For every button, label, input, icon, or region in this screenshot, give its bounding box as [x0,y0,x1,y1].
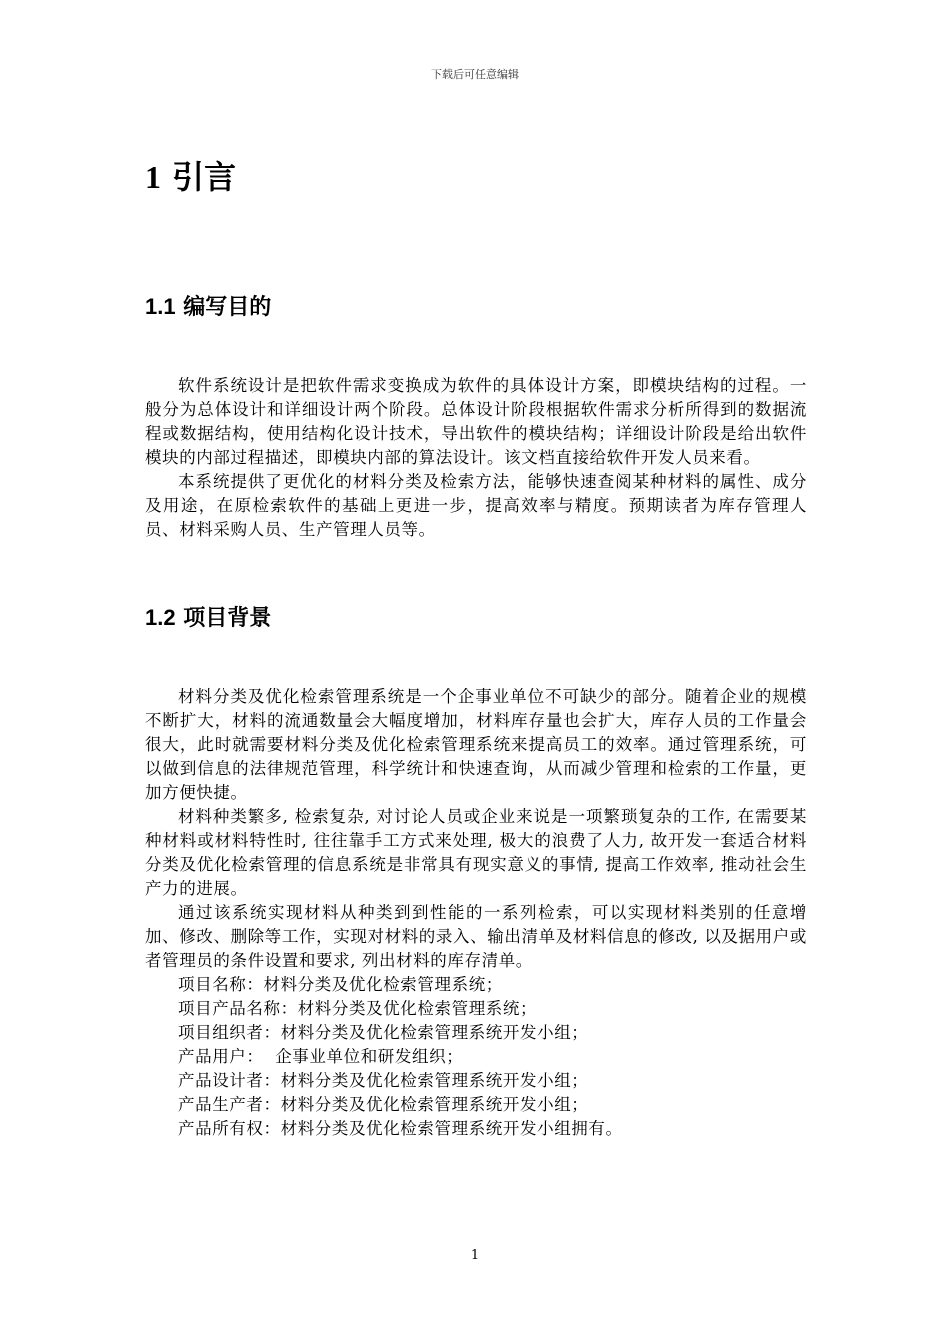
list-item: 项目名称：材料分类及优化检索管理系统； [178,975,503,994]
chapter-heading [145,155,236,199]
section-title: 项目背景 [183,605,272,631]
paragraph: 本系统提供了更优化的材料分类及检索方法，能够快速查阅某种材料的属性、成分及用途，在原检索软件的基础上更进一步，提高效率与精度。预期读者为库存管理人员、材料采购人员、生产管理人员等。 [145,472,807,539]
list-item: 项目组织者：材料分类及优化检索管理系统开发小组； [178,1023,589,1042]
chapter-number: 1 [145,159,161,195]
section-title: 编写目的 [183,294,272,320]
page-header-note: 下载后可任意编辑 [431,68,519,81]
section-number: 1.2 [145,605,176,630]
page-number: 1 [470,1248,480,1263]
paragraph: 软件系统设计是把软件需求变换成为软件的具体设计方案，即模块结构的过程。一般分为总体设计和详细设计两个阶段。总体设计阶段根据软件需求分析所得到的数据流程或数据结构，使用结构化设计技术，导出软件的模块结构；详细设计阶段是给出软件模块的内部过程描述，即模块内部的算法设计。该文档直接给软件开发人员来看。 [145,376,807,467]
list-item: 产品所有权：材料分类及优化检索管理系统开发小组拥有。 [178,1119,623,1138]
list-item: 产品用户： 企事业单位和研发组织； [178,1047,464,1066]
chapter-title: 引言 [172,158,237,196]
paragraph: 通过该系统实现材料从种类到到性能的一系列检索，可以实现材料类别的任意增加、修改、删除等工作，实现对材料的录入、输出清单及材料信息的修改, 以及据用户或者管理员的条件设置和要求, 列出材料的库存清单。 [145,903,807,970]
section-heading-1-2 [145,603,271,633]
section-body-1-2 [145,685,807,1141]
list-item: 项目产品名称：材料分类及优化检索管理系统； [178,999,538,1018]
list-item: 产品设计者：材料分类及优化检索管理系统开发小组； [178,1071,589,1090]
section-number: 1.1 [145,294,176,319]
section-body-1-1 [145,374,807,542]
list-item: 产品生产者：材料分类及优化检索管理系统开发小组； [178,1095,589,1114]
paragraph: 材料分类及优化检索管理系统是一个企事业单位不可缺少的部分。随着企业的规模不断扩大，材料的流通数量会大幅度增加，材料库存量也会扩大，库存人员的工作量会很大，此时就需要材料分类及优化检索管理系统来提高员工的效率。通过管理系统，可以做到信息的法律规范管理，科学统计和快速查询，从而减少管理和检索的工作量，更加方便快捷。 [145,687,807,802]
section-heading-1-1 [145,292,271,322]
paragraph: 材料种类繁多, 检索复杂, 对讨论人员或企业来说是一项繁琐复杂的工作, 在需要某种材料或材料特性时, 往往靠手工方式来处理, 极大的浪费了人力, 故开发一套适合材料分类及优化检索管理的信息系统是非常具有现实意义的事情, 提高工作效率, 推动社会生产力的进展。 [145,807,807,898]
